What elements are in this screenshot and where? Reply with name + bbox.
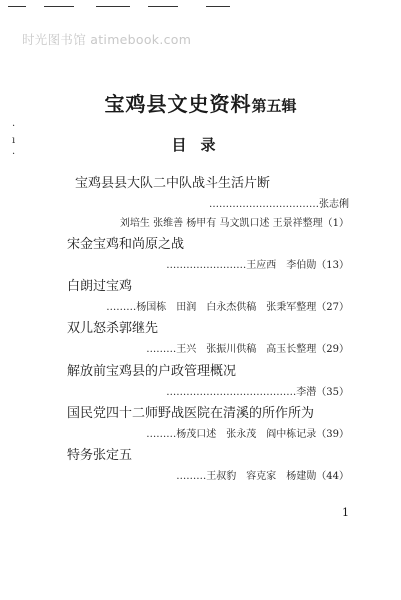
toc-entry-meta: ……………………王应西 李伯勋（13） bbox=[166, 260, 349, 271]
toc-entry-title: 双儿怒杀郭继先 bbox=[67, 321, 159, 336]
toc-entry-title: 宋金宝鸡和尚原之战 bbox=[67, 237, 185, 252]
toc-entry-title: 解放前宝鸡县的户政管理概况 bbox=[67, 364, 237, 379]
toc-entry-meta: ………杨茂口述 张永茂 阎中栋记录（39） bbox=[146, 429, 349, 440]
toc-entry-meta: ………王兴 张振川供稿 高玉长整理（29） bbox=[146, 344, 349, 355]
toc-entry-title: 白朗过宝鸡 bbox=[67, 279, 133, 294]
book-volume: 第五辑 bbox=[251, 97, 297, 115]
top-rule bbox=[206, 6, 230, 7]
toc-heading: 目录 bbox=[171, 136, 230, 154]
top-rule bbox=[8, 6, 26, 7]
top-rule bbox=[148, 6, 178, 7]
book-title-text: 宝鸡县文史资料 bbox=[104, 92, 252, 116]
toc-entry-title: 宝鸡县县大队二中队战斗生活片断 bbox=[75, 176, 271, 191]
toc-entry-meta: ……………………………张志俐 bbox=[209, 199, 349, 210]
watermark: 时光图书馆 atimebook.com bbox=[22, 32, 192, 47]
page-number: 1 bbox=[342, 506, 349, 519]
toc-entry-meta: ………杨国栋 田润 白永杰供稿 张秉军整理（27） bbox=[106, 302, 349, 313]
toc-entry-meta: …………………………………李潜（35） bbox=[166, 387, 349, 398]
scan-specks: · ı · bbox=[12, 121, 16, 160]
top-rule bbox=[44, 6, 74, 7]
toc-entry-meta: ………王叔豹 容克家 杨建勋（44） bbox=[176, 471, 349, 482]
top-rule bbox=[96, 6, 130, 7]
toc-entry-meta: 刘培生 张维善 杨甲有 马文凯口述 王景祥整理（1） bbox=[119, 218, 349, 229]
book-title bbox=[0, 88, 401, 117]
toc-entry-title: 国民党四十二师野战医院在清溪的所作所为 bbox=[67, 406, 315, 421]
toc-entry-title: 特务张定五 bbox=[67, 448, 133, 463]
